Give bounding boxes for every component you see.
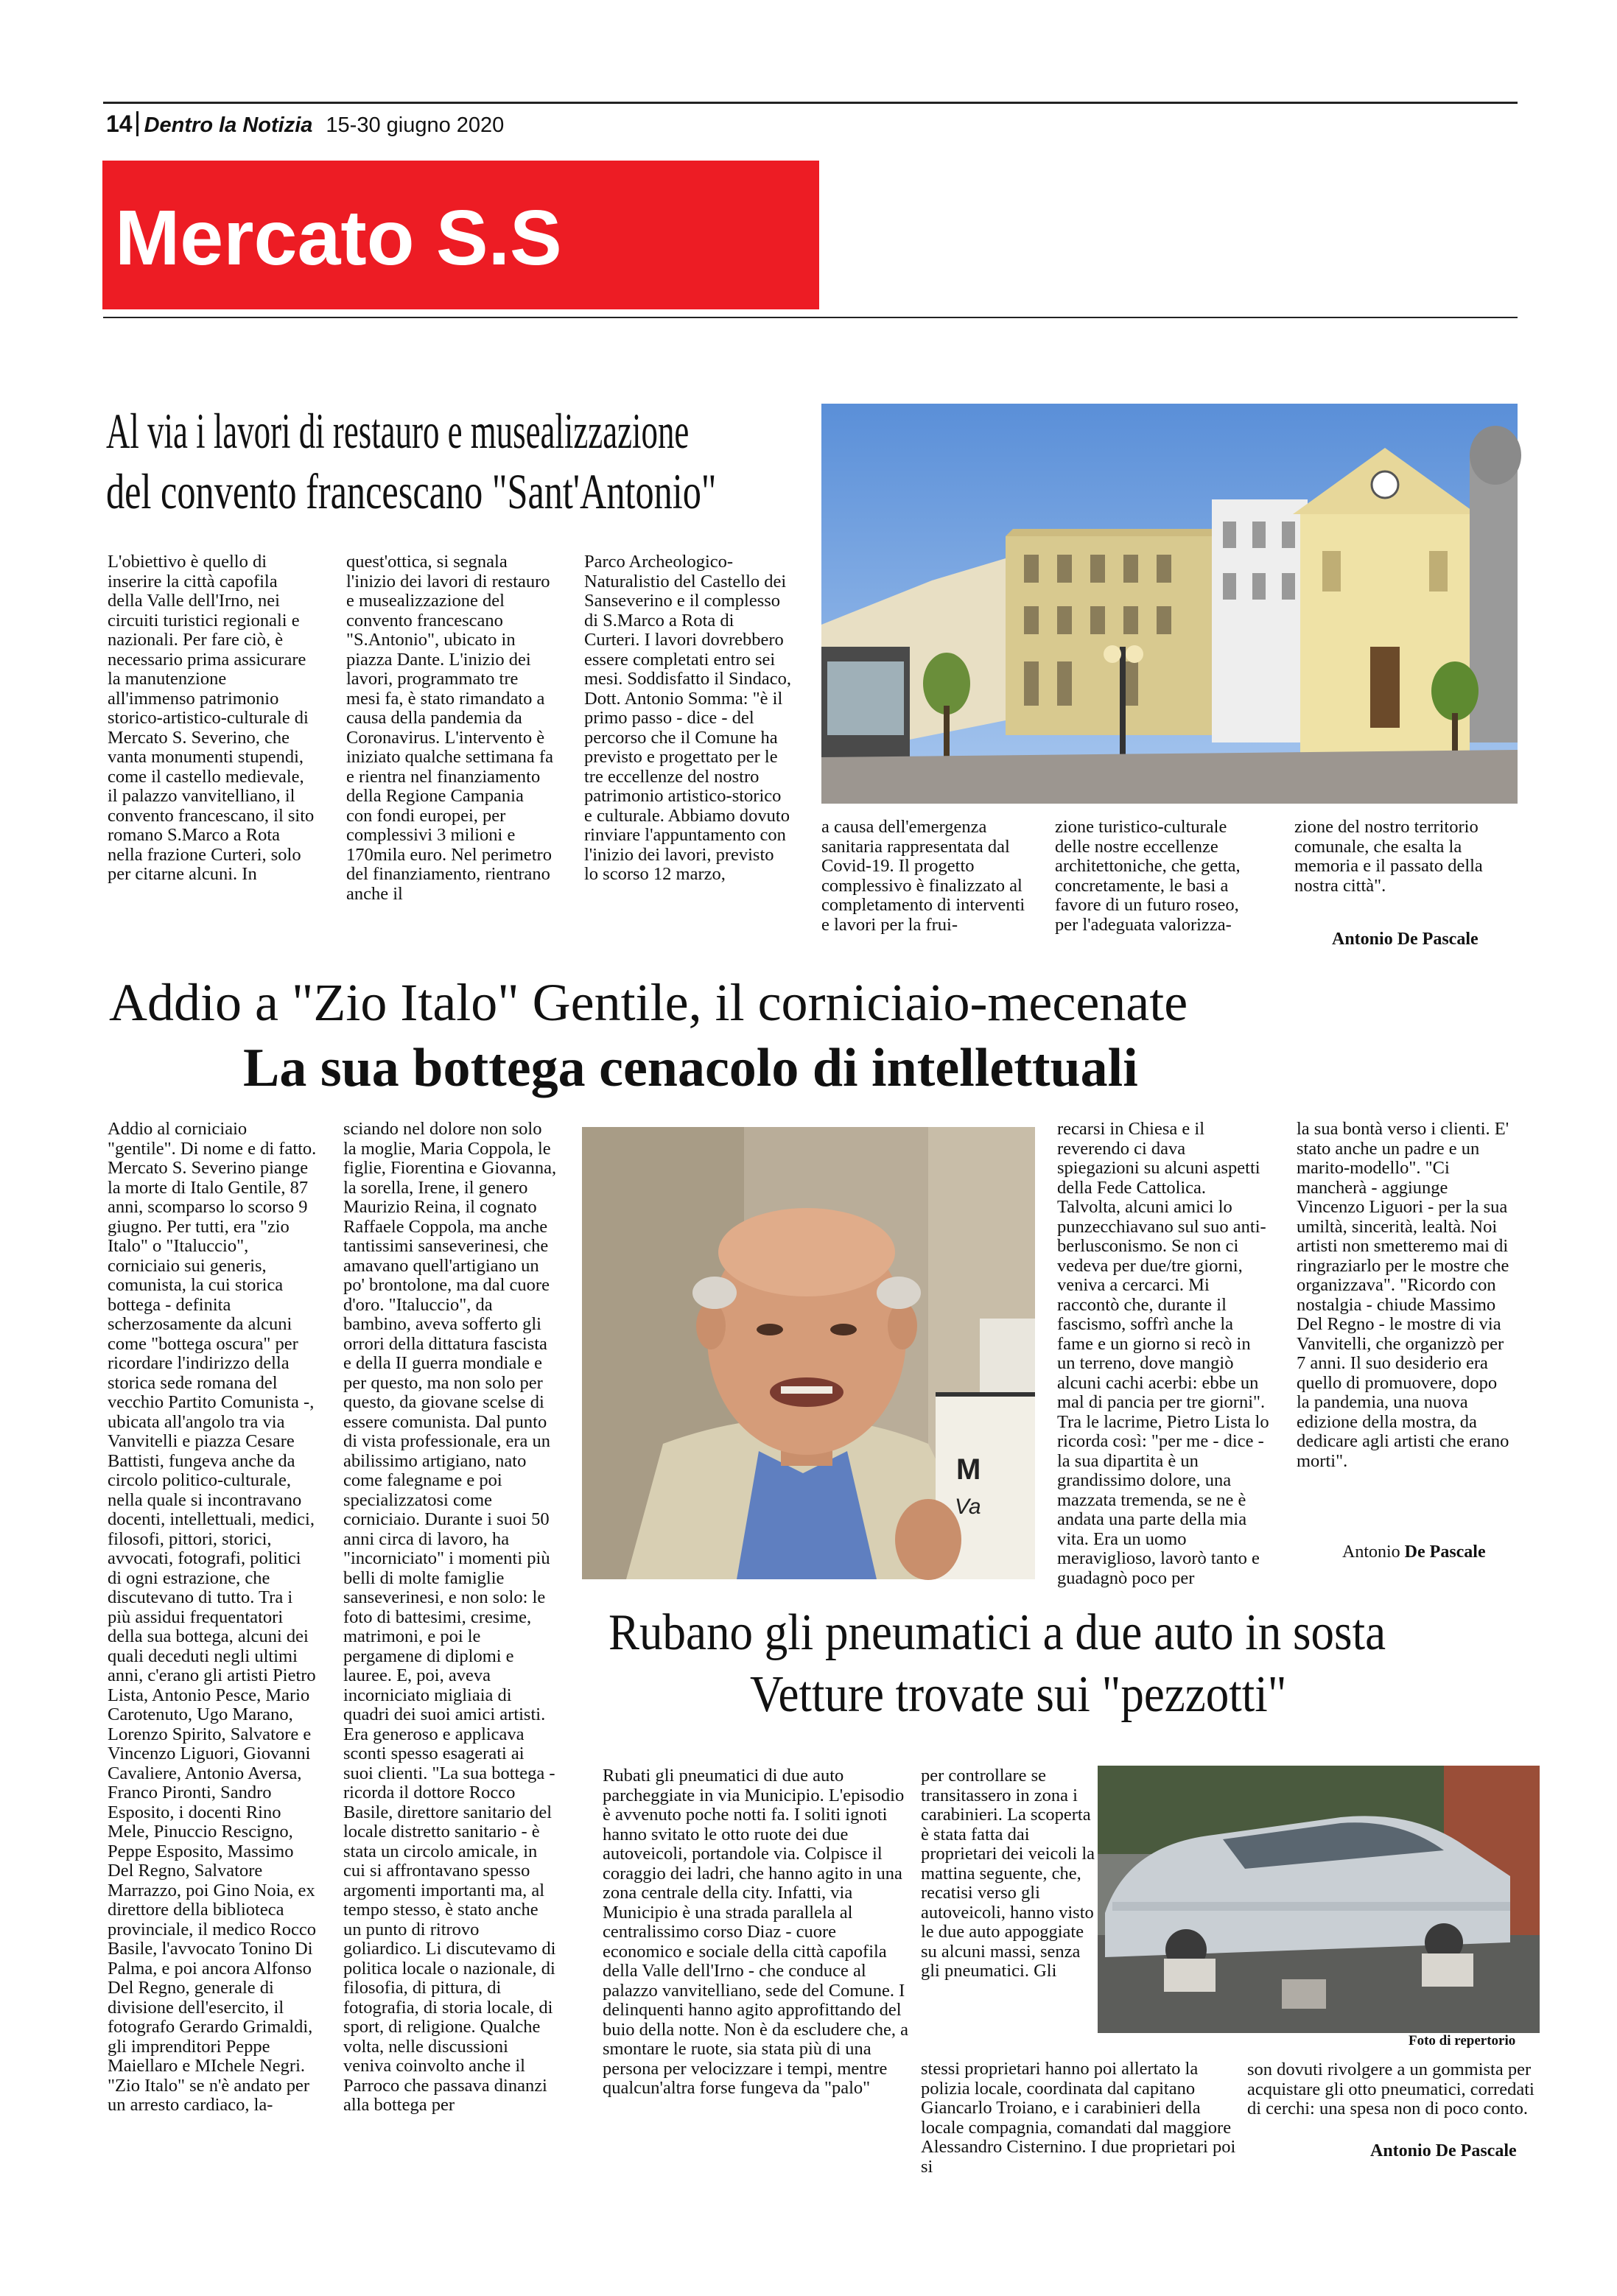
article1-headline-line2: del convento francescano "Sant'Antonio": [106, 463, 717, 519]
convent-illustration: [821, 404, 1518, 804]
article1-col4: a causa dell'emergenza sanitaria rappresentata dal Covid-19. Il progetto complessivo è finalizzato al completamento di interventi e lavori per la frui-: [821, 817, 1025, 935]
section-title: Mercato S.S: [115, 194, 562, 281]
article2-headline-line2: La sua bottega cenacolo di intellettuali: [243, 1038, 1138, 1098]
section-rule: [103, 317, 1518, 318]
article1-col1: L'obiettivo è quello di inserire la città capofila della Valle dell'Irno, nei circuiti turistici regionali e nazionali. Per fare ciò, è necessario prima assicurare la manutenzione all'immenso patrimonio storico-artistico-culturale di Mercato S. Severino, che vanta monumenti stupendi, come il castello medievale, il palazzo vanvitelliano, il convento francescano, il sito romano S.Marco a Rota nella frazione Curteri, solo per citarne alcuni. In: [108, 552, 315, 884]
portrait-illustration: [582, 1127, 1035, 1579]
car-photo: [1098, 1766, 1540, 2033]
article3-headline-line2: Vetture trovate sui "pezzotti": [750, 1666, 1287, 1723]
article2-byline-last: De Pascale: [1404, 1542, 1486, 1562]
article2-headline-line1: Addio a "Zio Italo" Gentile, il corniciaio-mecenate: [109, 973, 1188, 1032]
article1-headline-line1: Al via i lavori di restauro e musealizzazione: [106, 403, 690, 459]
top-rule: [103, 102, 1518, 104]
article2-byline-first: Antonio: [1342, 1542, 1400, 1562]
article1-col3: Parco Archeologico-Naturalistio del Castello dei Sanseverino e il complesso di S.Marco a Rota di Curteri. I lavori dovrebbero essere completati entro sei mesi. Soddisfatto il Sindaco, Dott. Antonio Somma: "è il primo passo - dice - del percorso che il Comune ha previsto e progettato per le tre eccellenze del nostro patrimonio artistico-storico e culturale. Abbiamo dovuto rinviare l'appuntamento con l'inizio dei lavori, previsto lo scorso 12 marzo,: [584, 552, 792, 884]
article1-byline: Antonio De Pascale: [1332, 930, 1479, 949]
article3-col2b: stessi proprietari hanno poi allertato la polizia locale, coordinata dal capitano Giancarlo Troiano, e i carabinieri della locale compagnia, comandati dal maggiore Alessandro Cisternino. I due proprietari poi si: [921, 2059, 1236, 2177]
article1-col6: zione del nostro territorio comunale, che esalta la memoria e il passato della nostra città".: [1294, 817, 1483, 896]
convent-photo: [821, 404, 1518, 804]
car-illustration: [1098, 1766, 1540, 2033]
article2-col3: recarsi in Chiesa e il reverendo ci dava spiegazioni su alcuni aspetti della Fede Cattolica. Talvolta, alcuni amici lo punzecchiavano sul suo anti-berlusconismo. Se non ci vedeva per due/tre giorni, veniva a cercarci. Mi raccontò che, durante il fascismo, soffrì anche la fame e un giorno si recò in un terreno, dove mangiò alcuni cachi acerbi: ebbe un mal di pancia per tre giorni". Tra le lacrime, Pietro Lista lo ricorda così: "per me - dice - la sua dipartita è un grandissimo dolore, una mazzata tremenda, se ne è andata una parte della mia vita. Era un uomo meraviglioso, lavorò tanto e guadagnò poco per: [1057, 1119, 1269, 1588]
publication-name: Dentro la Notizia: [144, 113, 313, 137]
article3-headline-line1: Rubano gli pneumatici a due auto in sosta: [608, 1604, 1386, 1661]
portrait-photo: [582, 1127, 1035, 1579]
car-photo-caption: Foto di repertorio: [1409, 2033, 1516, 2049]
article3-byline: Antonio De Pascale: [1370, 2141, 1517, 2160]
newspaper-text-m: M: [956, 1453, 981, 1486]
article2-col1: Addio al corniciaio "gentile". Di nome e di fatto. Mercato S. Severino piange la morte di Italo Gentile, 87 anni, scomparso lo scorso 9 giugno. Per tutti, era "zio Italo" o "Italuccio", corniciaio sui generis, comunista, la cui storica bottega - definita scherzosamente da alcuni come "bottega oscura" per ricordare l'indirizzo della storica sede romana del vecchio Partito Comunista -, ubicata all'angolo tra via Vanvitelli e piazza Cesare Battisti, fungeva anche da circolo politico-culturale, nella quale si incontravano docenti, intellettuali, medici, filosofi, pittori, storici, avvocati, fotografi, politici di ogni estrazione, che discutevano di tutto. Tra i più assidui frequentatori della sua bottega, alcuni dei quali deceduti negli ultimi anni, c'erano gli artisti Pietro Lista, Antonio Pesce, Mario Carotenuto, Ugo Marano, Lorenzo Spirito, Salvatore e Vincenzo Liguori, Giovanni Cavaliere, Antonio Aversa, Franco Pironti, Sandro Esposito, i docenti Rino Mele, Pinuccio Rescigno, Peppe Esposito, Massimo Del Regno, Salvatore Marrazzo, poi Gino Noia, ex direttore della biblioteca provinciale, il medico Rocco Basile, l'avvocato Tonino Di Palma, e poi ancora Alfonso Del Regno, generale di divisione dell'esercito, il fotografo Gerardo Grimaldi, gli imprenditori Peppe Maiellaro e MIchele Negri. "Zio Italo" se n'è andato per un arresto cardiaco, la-: [108, 1119, 317, 2115]
article1-col5: zione turistico-culturale delle nostre eccellenze architettoniche, che getta, concretamente, le basi a favore di un futuro roseo, per l'adeguata valorizza-: [1055, 817, 1241, 935]
article2-byline: [1342, 1542, 1486, 1562]
newspaper-text-va: Va: [955, 1495, 981, 1519]
page-number: 14: [106, 110, 133, 137]
page-header: [106, 110, 504, 138]
article3-col3: son dovuti rivolgere a un gommista per acquistare gli otto pneumatici, corredati di cerchi: una spesa non di poco conto.: [1247, 2060, 1534, 2118]
article2-col2: sciando nel dolore non solo la moglie, Maria Coppola, le figlie, Fiorentina e Giovanna, la sorella, Irene, il genero Maurizio Reina, il cognato Raffaele Coppola, ma anche tantissimi sanseverinesi, che amavano quell'artigiano un po' brontolone, ma dal cuore d'oro. "Italuccio", da bambino, aveva sofferto gli orrori della dittatura fascista e della II guerra mondiale e per questo, ma non solo per questo, da giovane scelse di essere comunista. Dal punto di vista professionale, era un abilissimo artigiano, nato come falegname e poi specializzatosi come corniciaio. Durante i suoi 50 anni circa di lavoro, ha "incorniciato" i momenti più belli di molte famiglie sanseverinesi, e non solo: le foto di battesimi, cresime, matrimoni, e poi le pergamene di diplomi e lauree. E, poi, aveva incorniciato migliaia di quadri dei suoi amici artisti. Era generoso e applicava sconti spesso esagerati ai suoi clienti. "La sua bottega - ricorda il dottore Rocco Basile, direttore sanitario del locale distretto sanitario - è stata un circolo amicale, in cui si affrontavano spesso argomenti importanti ma, al tempo stesso, è stato anche un punto di ritrovo goliardico. Li discutevamo di politica locale o nazionale, di filosofia, di pittura, di fotografia, di storia locale, di sport, di religione. Qualche volta, nelle discussioni veniva coinvolto anche il Parroco che passava dinanzi alla bottega per: [343, 1119, 557, 2115]
issue-date: 15-30 giugno 2020: [326, 113, 505, 137]
article3-col2a: per controllare se transitassero in zona i carabinieri. La scoperta è stata fatta dai proprietari dei veicoli la mattina seguente, che, recatisi verso gli autoveicoli, hanno visto le due auto appoggiate su alcuni massi, senza gli pneumatici. Gli: [921, 1766, 1095, 1981]
article2-col4: la sua bontà verso i clienti. E' stato anche un padre e un marito-modello". "Ci mancherà - aggiunge Vincenzo Liguori - per la sua umiltà, sincerità, lealtà. Noi artisti non smetteremo mai di ringraziarlo per le mostre che organizzava". "Ricordo con nostalgia - chiude Massimo Del Regno - le mostre di via Vanvitelli, che organizzò per 7 anni. Il suo desiderio era quello di promuovere, dopo la pandemia, una nuova edizione della mostra, da dedicare agli artisti che erano morti".: [1297, 1119, 1509, 1471]
article1-col2: quest'ottica, si segnala l'inizio dei lavori di restauro e musealizzazione del convento francescano "S.Antonio", ubicato in piazza Dante. L'inizio dei lavori, programmato tre mesi fa, è stato rimandato a causa della pandemia da Coronavirus. L'intervento è iniziato qualche settimana fa e rientra nel finanziamento della Regione Campania con fondi europei, per complessivi 3 milioni e 170mila euro. Nel perimetro del finanziamento, rientrano anche il: [346, 552, 553, 904]
header-divider: [136, 111, 138, 136]
article3-col1: Rubati gli pneumatici di due auto parcheggiate in via Municipio. L'episodio è avvenuto poche notti fa. I soliti ignoti hanno svitato le otto ruote dei due autoveicoli, portandole via. Colpisce il coraggio dei ladri, che hanno agito in una zona centrale della city. Infatti, via Municipio è una strada parallela al centralissimo corso Diaz - cuore economico e sociale della città capofila della Valle dell'Irno - che conduce al palazzo vanvitelliano, sede del Comune. I delinquenti hanno agito approfittando del buio della notte. Non è da escludere che, a smontare le ruote, sia stata più di una persona per velocizzare i tempi, mentre qualcun'altra forse fungeva da "palo": [603, 1766, 908, 2098]
